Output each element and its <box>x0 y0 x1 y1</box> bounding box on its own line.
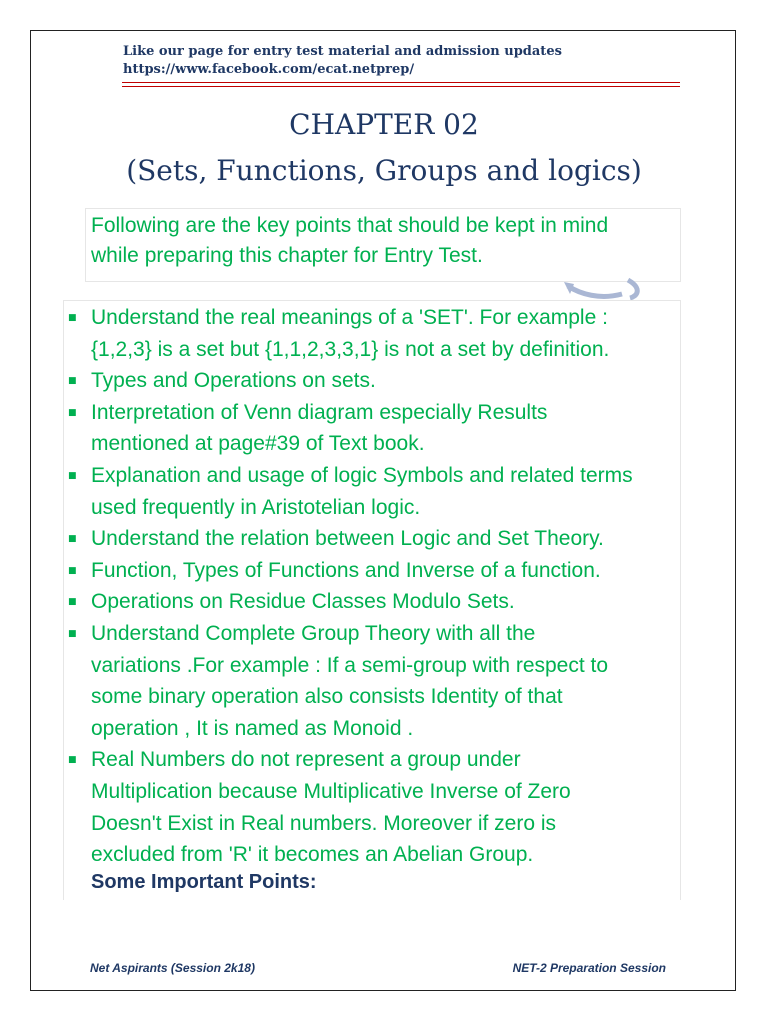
bullet-icon: ■ <box>68 313 77 323</box>
bullet-icon: ■ <box>68 376 77 387</box>
list-item-line: some binary operation also consists Identity of that <box>91 685 563 709</box>
list-item-line: Function, Types of Functions and Inverse of a function. <box>91 558 601 582</box>
chapter-subtitle: (Sets, Functions, Groups and logics) <box>126 154 642 187</box>
list-item-line: Understand the relation between Logic and Set Theory. <box>91 527 604 551</box>
list-item <box>64 586 684 618</box>
intro-line: Following are the key points that should be kept in mind <box>91 214 609 237</box>
footer-left-text: Net Aspirants (Session 2k18) <box>90 961 255 975</box>
list-item-line: {1,2,3} is a set but {1,1,2,3,3,1} is not a set by definition. <box>91 337 610 361</box>
footer-right-text: NET-2 Preparation Session <box>512 961 666 975</box>
list-item-line: mentioned at page#39 of Text book. <box>91 432 425 456</box>
chapter-title: CHAPTER 02 <box>289 108 479 141</box>
list-item-line: Doesn't Exist in Real numbers. Moreover if zero is <box>91 811 557 835</box>
list-item <box>64 460 684 523</box>
list-item-line: Interpretation of Venn diagram especially Results <box>91 400 548 424</box>
bullet-icon: ■ <box>68 597 77 608</box>
bullet-icon: ■ <box>68 407 77 418</box>
list-item-line: operation , It is named as Monoid . <box>91 716 414 740</box>
list-item-line: Real Numbers do not represent a group under <box>91 748 521 772</box>
bullet-icon: ■ <box>68 470 77 481</box>
list-item <box>64 523 684 555</box>
list-item <box>64 302 684 365</box>
key-points-list <box>64 302 684 871</box>
list-item <box>64 555 684 587</box>
list-item-line: Understand the real meanings of a 'SET'. For example : <box>91 306 608 329</box>
list-item-line: Explanation and usage of logic Symbols and related terms <box>91 463 633 487</box>
important-points-heading: Some Important Points: <box>91 871 317 893</box>
header-rule <box>122 86 680 87</box>
intro-text <box>91 211 676 271</box>
list-item-line: Operations on Residue Classes Modulo Sets. <box>91 590 515 614</box>
list-item-line: excluded from 'R' it becomes an Abelian Group. <box>91 843 534 867</box>
intro-line: while preparing this chapter for Entry Test. <box>91 244 483 267</box>
list-item <box>64 397 684 460</box>
list-item-line: Multiplication because Multiplicative Inverse of Zero <box>91 779 571 803</box>
bullet-icon: ■ <box>68 534 77 545</box>
list-item-line: variations .For example : If a semi-group with respect to <box>91 653 609 677</box>
list-item-line: used frequently in Aristotelian logic. <box>91 495 421 519</box>
bullet-icon: ■ <box>68 628 77 639</box>
header-rule <box>122 82 680 83</box>
header-facebook-link[interactable]: https://www.facebook.com/ecat.netprep/ <box>123 62 415 77</box>
bullet-icon: ■ <box>68 565 77 576</box>
list-item <box>64 744 684 870</box>
header-promo-text: Like our page for entry test material and admission updates <box>123 44 562 59</box>
list-item-line: Types and Operations on sets. <box>91 369 376 393</box>
bullet-icon: ■ <box>68 755 77 766</box>
list-item <box>64 365 684 397</box>
page-header <box>123 43 562 79</box>
list-item-line: Understand Complete Group Theory with all the <box>91 621 536 645</box>
list-item <box>64 618 684 744</box>
